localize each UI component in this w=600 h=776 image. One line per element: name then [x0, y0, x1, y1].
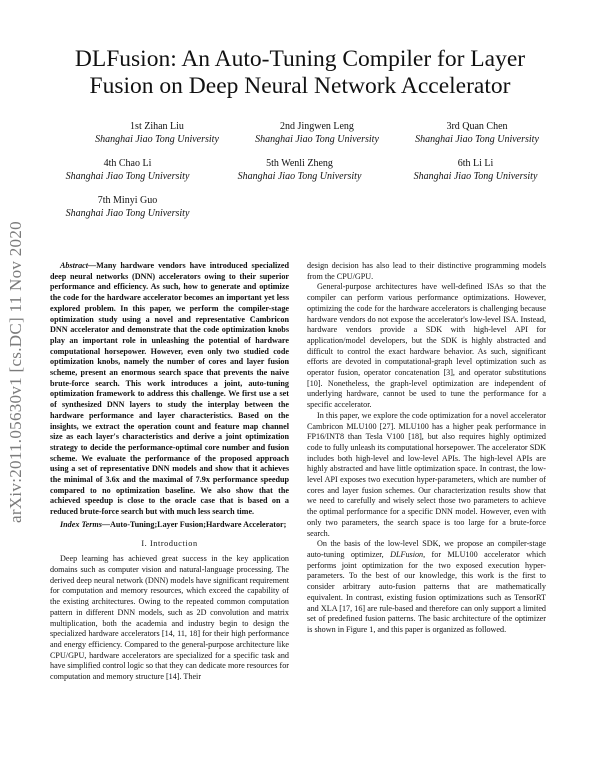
index-terms-text: Auto-Tuning;Layer Fusion;Hardware Accelerator; — [110, 519, 287, 529]
paragraph-text-end: , for MLU100 accelerator which performs joint optimization for the two exposed execution hyper-parameters. To the best of our knowledge, this work is the first to consider arbitrary auto-fusion patterns that are mathematically equivalent. In contrast, existing fusion optimizations such as TensorRT and XLA [17, 16] are rule-based and therefore can only support a limited set of predefined fusion patterns. The basic architecture of the optimizer is shown in Figure 1, and this paper is organized as followed. — [307, 549, 546, 634]
intro-paragraph-4 — [307, 539, 546, 635]
author-affiliation: Shanghai Jiao Tong University — [95, 134, 219, 145]
author-block-2 — [232, 120, 402, 146]
author-name: 6th Li Li — [457, 158, 494, 169]
abstract-label: Abstract— — [60, 261, 97, 270]
section-heading: I. Introduction — [141, 538, 198, 548]
title-line-2: Fusion on Deep Neural Network Accelerator — [89, 73, 511, 99]
paragraph-text-start: On the basis of the low-level SDK, we propose an compiler-stage auto-tuning optimizer, — [307, 539, 546, 559]
author-block-5 — [212, 157, 387, 183]
title-line-1: DLFusion: An Auto-Tuning Compiler for Layer — [74, 46, 526, 72]
author-block-7 — [40, 194, 215, 220]
arxiv-identifier: arXiv:2011.05630v1 [cs.DC] 11 Nov 2020 — [6, 221, 25, 524]
author-block-6 — [388, 157, 563, 183]
abstract — [50, 261, 289, 518]
left-column — [50, 261, 289, 683]
author-affiliation: Shanghai Jiao Tong University — [413, 171, 538, 182]
author-affiliation: Shanghai Jiao Tong University — [255, 134, 379, 145]
paper-title — [40, 46, 560, 100]
intro-paragraph-1: Deep learning has achieved great success in the key application domains such as computer vision and natural-language processing. The derived deep neural network (DNN) models have significant requirement for computation and memory resources, which exceed the capability of the existing architectures. Owing to the repeated common computation pattern in different DNN models, such as 2D convolution and matrix multiplication, both the academia and industry begin to design the specialized hardware accelerators [14, 11, 18] for their high performance and energy efficiency. Compared to the general-purpose architecture like CPU/GPU, hardware accelerators are specialized for a specific task and have simplified control logic so that they can dedicate more resources for computation and memory structure [14]. Their — [50, 554, 289, 682]
intro-paragraph-2: General-purpose architectures have well-defined ISAs so that the compiler can perform various performance optimizations. However, optimizing the code for the hardware accelerators is challenging because hardware vendors do not expose the accelerator's low-level ISA. Instead, hardware vendors provide a SDK with high-level API for application/model developers, but the SDK is highly abstracted and difficult to control the exact hardware behavior. As such, significant efforts are devoted in computational-graph level optimization such as operator fusion, operator concatenation [3], and operator substitutions [10]. Nonetheless, the graph-level optimization are independent of underlying hardware, cannot be used to tune the performance for a specific accelerator. — [307, 282, 546, 410]
author-affiliation: Shanghai Jiao Tong University — [65, 208, 190, 219]
author-block-4 — [40, 157, 215, 183]
author-affiliation: Shanghai Jiao Tong University — [65, 171, 190, 182]
author-name: 1st Zihan Liu — [130, 121, 184, 132]
author-name: 5th Wenli Zheng — [266, 158, 333, 169]
index-terms — [50, 520, 289, 531]
system-name: DLFusion — [390, 549, 424, 559]
author-affiliation: Shanghai Jiao Tong University — [415, 134, 539, 145]
continued-paragraph: design decision has also lead to their distinctive programming models from the CPU/GPU. — [307, 261, 546, 281]
author-affiliation: Shanghai Jiao Tong University — [237, 171, 362, 182]
right-column — [307, 261, 546, 636]
author-name: 4th Chao Li — [103, 158, 152, 169]
author-name: 7th Minyi Guo — [97, 195, 158, 206]
intro-paragraph-3: In this paper, we explore the code optimization for a novel accelerator Cambricon MLU100 [27]. MLU100 has a higher peak performance in FP16/INT8 than Tesla V100 [18], but also requires highly optimized code to fully unleash its computational horsepower. The accelerator SDK includes both high-level and low-level APIs. The high-level APIs are highly abstracted and have little optimization space. In contrast, the low-level API exposes two execution hyper-parameters, which are number of cores and layer fusion schemes. Our characterization results show that we need to carefully and wisely select those two parameters to achieve the optimal performance for a specific DNN model. However, even with only two parameters, the search space is too large for a brute-force search. — [307, 410, 546, 538]
author-block-3 — [392, 120, 562, 146]
index-terms-label: Index Terms— — [60, 519, 111, 529]
author-block-1 — [72, 120, 242, 146]
abstract-text: Many hardware vendors have introduced specialized deep neural networks (DNN) accelerators owing to their superior performance and efficiency. As such, how to generate and optimize the code for the hardware accelerator becomes an important yet less explored problem. In this paper, we perform the compiler-stage optimization study using a novel and representative Cambricon DNN accelerator and demonstrate that the code optimization knobs play an important role in unleashing the potential of hardware computational horsepower. However, even only two studied code optimization knobs, namely the number of cores and layer fusion scheme, present an enormous search space that prevents the naive brute-force search. This work introduces a joint, auto-tuning optimization framework to address this challenge. We first use a set of synthesized DNN layers to study the interplay between the hardware performance and layer characteristics. Based on the insights, we extract the operation count and feature map channel size as each layer's characteristics and derive a joint optimization strategy to decide the performance-optimal core number and fusion scheme. We evaluate the performance of the proposed approach using a set of representative DNN models and show that it achieves the minimal of 3.6x and the maximal of 7.9x performance speedup compared to no optimization baseline. We also show that the achieved speedup is close to the oracle case that is based on a reduced brute-force search but with much less search time. — [50, 261, 289, 517]
author-name: 2nd Jingwen Leng — [280, 121, 354, 132]
author-name: 3rd Quan Chen — [446, 121, 508, 132]
